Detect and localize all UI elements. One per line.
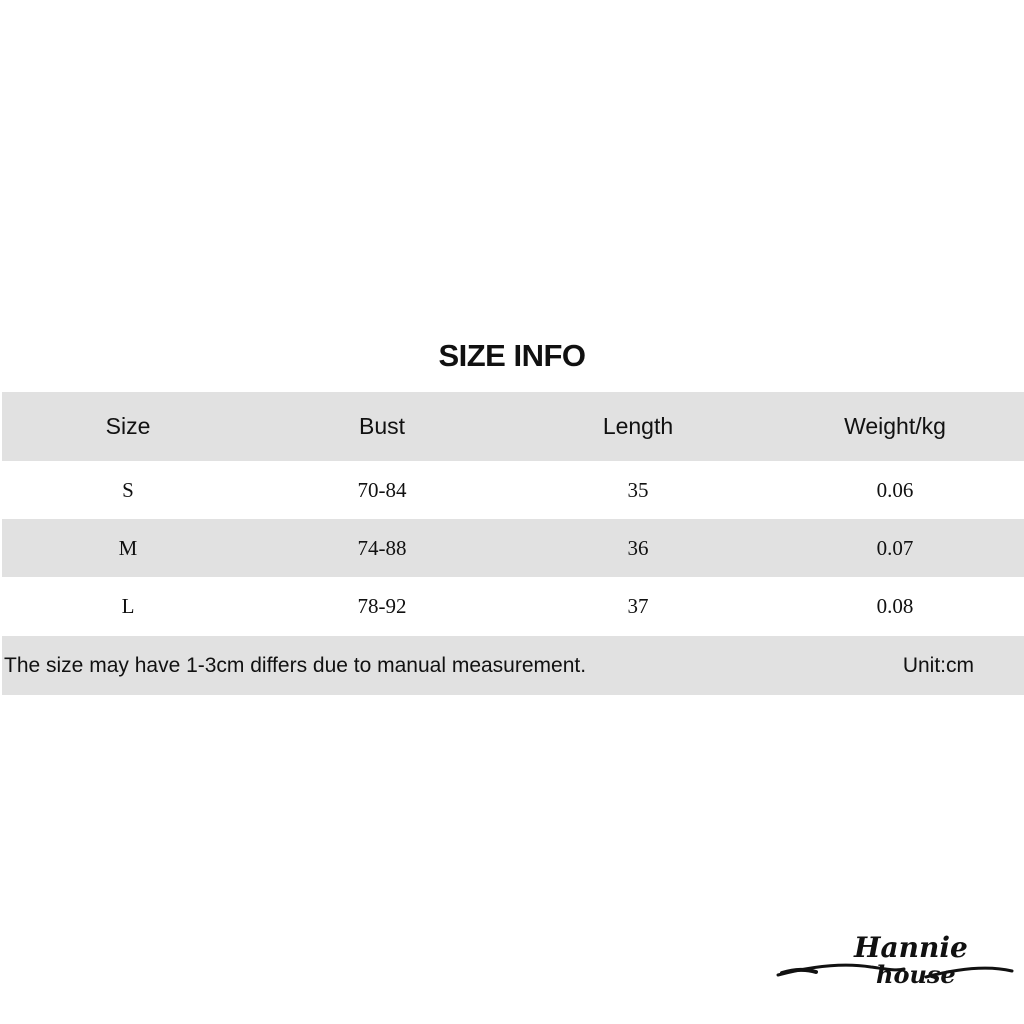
header-size: Size [105, 413, 151, 439]
cell-size: S [122, 477, 134, 502]
page-title: SIZE INFO [438, 338, 586, 373]
cell-bust: 74-88 [357, 535, 407, 560]
table-row [2, 461, 1024, 519]
table-footer-row [2, 636, 1024, 695]
cell-size: L [121, 593, 135, 618]
table-row [2, 519, 1024, 577]
cell-length: 37 [627, 593, 649, 618]
cell-bust: 78-92 [357, 593, 407, 618]
cell-length: 36 [627, 535, 649, 560]
logo-text-line2: house [876, 960, 956, 989]
unit-label: Unit:cm [902, 653, 974, 677]
measurement-note: The size may have 1-3cm differs due to manual measurement. [4, 653, 587, 677]
cell-bust: 70-84 [357, 477, 407, 502]
table-row [2, 577, 1024, 635]
cell-weight: 0.07 [876, 535, 914, 560]
cell-weight: 0.08 [876, 593, 914, 618]
header-weight: Weight/kg [844, 413, 946, 439]
cell-size: M [118, 535, 138, 560]
header-length: Length [602, 413, 674, 439]
brand-logo [776, 925, 1016, 995]
logo-text-line1: Hannie [854, 931, 968, 964]
size-table [2, 392, 1024, 695]
cell-weight: 0.06 [876, 477, 914, 502]
table-header-row [2, 392, 1024, 461]
header-bust: Bust [358, 413, 406, 439]
cell-length: 35 [627, 477, 649, 502]
